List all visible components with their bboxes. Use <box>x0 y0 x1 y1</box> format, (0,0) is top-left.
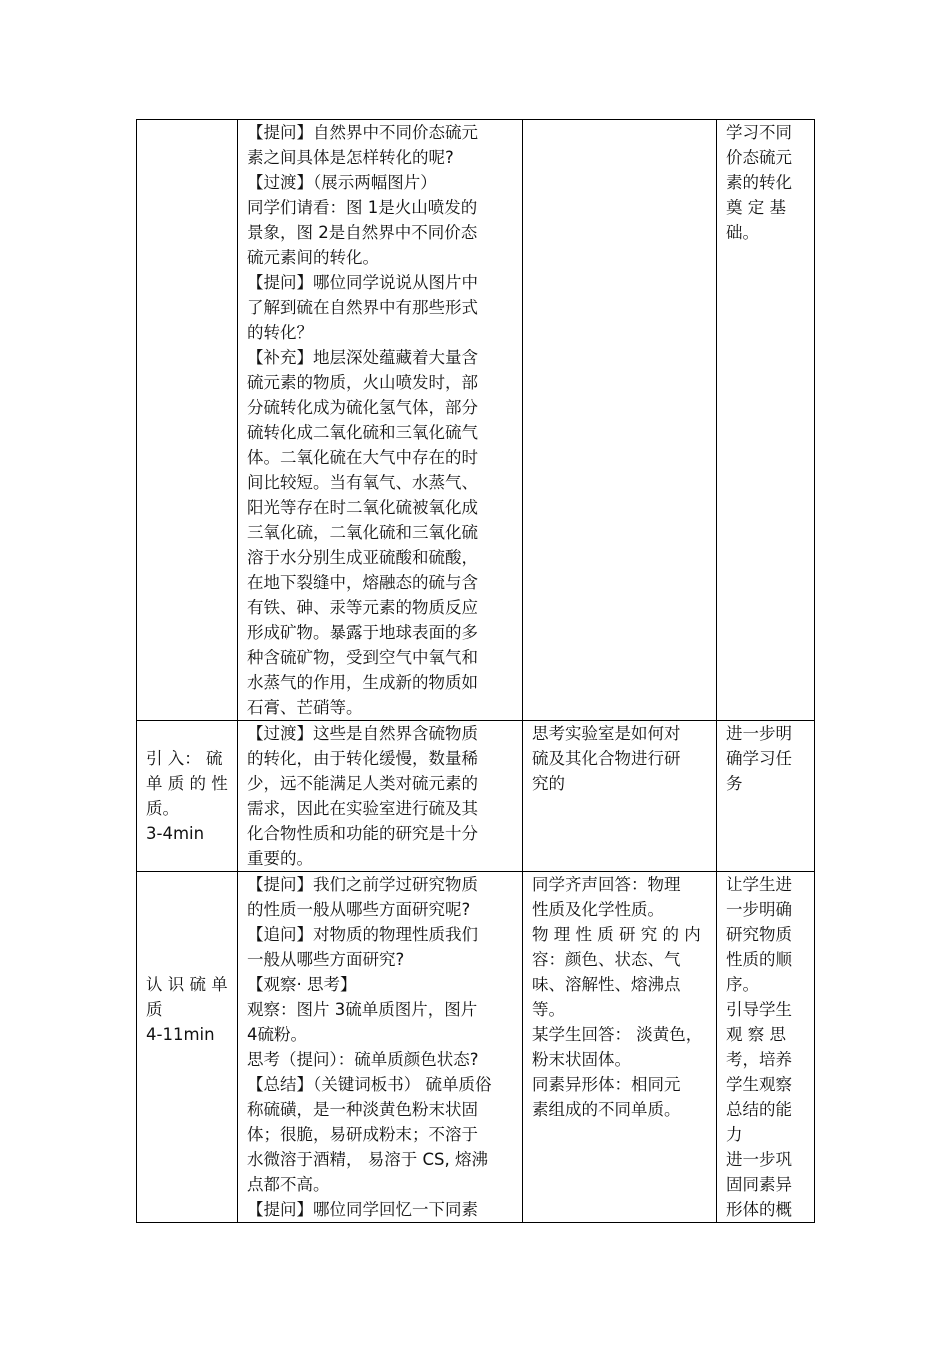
text-line: 硫元素的物质，火山喷发时，部 <box>247 373 478 392</box>
design-purpose-cell <box>717 872 815 1223</box>
text-line: 【补充】地层深处蕴藏着大量含 <box>247 348 478 367</box>
text-line: 同学齐声回答：物理 <box>532 875 681 894</box>
text-line: 4硫粉。 <box>247 1025 307 1044</box>
stage-cell <box>137 721 238 872</box>
text-line: 3-4min <box>146 824 205 843</box>
design-purpose-cell <box>717 120 815 721</box>
student-activity-cell <box>523 721 717 872</box>
text-line: 种含硫矿物，受到空气中氧气和 <box>247 648 478 667</box>
text-line: 引 入： 硫 <box>146 749 223 768</box>
text-line: 研究物质 <box>726 925 792 944</box>
text-line: 序。 <box>726 975 759 994</box>
text-line: 硫转化成二氧化硫和三氧化硫气 <box>247 423 478 442</box>
text-line: 【提问】哪位同学回忆一下同素 <box>247 1200 478 1219</box>
text-line: 奠 定 基 <box>726 198 786 217</box>
text-line: 同素异形体：相同元 <box>532 1075 681 1094</box>
lesson-plan-table <box>136 119 815 1223</box>
text-line: 分硫转化成为硫化氢气体，部分 <box>247 398 478 417</box>
text-line: 体。二氧化硫在大气中存在的时 <box>247 448 478 467</box>
text-line: 价态硫元 <box>726 148 792 167</box>
text-line: 质。 <box>146 799 179 818</box>
text-line: 【提问】自然界中不同价态硫元 <box>247 123 478 142</box>
stage-cell <box>137 120 238 721</box>
text-line: 的转化，由于转化缓慢，数量稀 <box>247 749 478 768</box>
text-line: 某学生回答： 淡黄色， <box>532 1025 703 1044</box>
text-line: 粉末状固体。 <box>532 1050 631 1069</box>
text-line: 石膏、芒硝等。 <box>247 698 363 717</box>
text-line: 的性质一般从哪些方面研究呢? <box>247 900 471 919</box>
text-line: 形成矿物。暴露于地球表面的多 <box>247 623 478 642</box>
text-line: 【追问】对物质的物理性质我们 <box>247 925 478 944</box>
text-line: 重要的。 <box>247 849 313 868</box>
text-line: 性质的顺 <box>726 950 792 969</box>
text-line: 素的转化 <box>726 173 792 192</box>
text-line: 学生观察 <box>726 1075 792 1094</box>
text-line: 溶于水分别生成亚硫酸和硫酸， <box>247 548 478 567</box>
teacher-activity-cell <box>238 120 523 721</box>
text-line: 思考实验室是如何对 <box>532 724 681 743</box>
text-line: 称硫磺，是一种淡黄色粉末状固 <box>247 1100 478 1119</box>
text-line: 的转化？ <box>247 323 313 342</box>
text-line: 究的 <box>532 774 565 793</box>
teacher-activity-cell <box>238 721 523 872</box>
text-line: 力 <box>726 1125 743 1144</box>
text-line: 【过渡】（展示两幅图片） <box>247 173 437 192</box>
text-line: 固同素异 <box>726 1175 792 1194</box>
text-line: 同学们请看：图 1是火山喷发的 <box>247 198 478 217</box>
text-line: 【提问】我们之前学过研究物质 <box>247 875 478 894</box>
text-line: 让学生进 <box>726 875 792 894</box>
table-body <box>137 120 815 1223</box>
text-line: 少，远不能满足人类对硫元素的 <box>247 774 478 793</box>
text-line: 【观察· 思考】 <box>247 975 357 994</box>
text-line: 体；很脆，易研成粉末；不溶于 <box>247 1125 478 1144</box>
teacher-activity-cell <box>238 872 523 1223</box>
text-line: 思考（提问）：硫单质颜色状态? <box>247 1050 479 1069</box>
table-row <box>137 872 815 1223</box>
student-activity-cell <box>523 872 717 1223</box>
text-line: 味、溶解性、熔沸点 <box>532 975 681 994</box>
text-line: 三氧化硫，二氧化硫和三氧化硫 <box>247 523 478 542</box>
text-line: 水微溶于酒精， 易溶于 CS, 熔沸 <box>247 1150 488 1169</box>
text-line: 硫及其化合物进行研 <box>532 749 681 768</box>
text-line: 考，培养 <box>726 1050 792 1069</box>
text-line: 素之间具体是怎样转化的呢? <box>247 148 454 167</box>
text-line: 容：颜色、状态、气 <box>532 950 681 969</box>
text-line: 水蒸气的作用，生成新的物质如 <box>247 673 478 692</box>
table-row <box>137 120 815 721</box>
text-line: 总结的能 <box>726 1100 792 1119</box>
text-line: 了解到硫在自然界中有那些形式 <box>247 298 478 317</box>
design-purpose-cell <box>717 721 815 872</box>
text-line: 单 质 的 性 <box>146 774 228 793</box>
text-line: 在地下裂缝中，熔融态的硫与含 <box>247 573 478 592</box>
text-line: 阳光等存在时二氧化硫被氧化成 <box>247 498 478 517</box>
text-line: 观察：图片 3硫单质图片，图片 <box>247 1000 478 1019</box>
text-line: 进一步明 <box>726 724 792 743</box>
text-line: 础。 <box>726 223 759 242</box>
text-line: 景象，图 2是自然界中不同价态 <box>247 223 478 242</box>
stage-cell <box>137 872 238 1223</box>
text-line: 性质及化学性质。 <box>532 900 664 919</box>
table-row <box>137 721 815 872</box>
text-line: 【总结】（关键词板书） 硫单质俗 <box>247 1075 492 1094</box>
text-line: 一般从哪些方面研究? <box>247 950 405 969</box>
text-line: 硫元素间的转化。 <box>247 248 379 267</box>
text-line: 间比较短。当有氧气、水蒸气、 <box>247 473 478 492</box>
text-line: 4-11min <box>146 1025 215 1044</box>
text-line: 观 察 思 <box>726 1025 786 1044</box>
text-line: 有铁、砷、汞等元素的物质反应 <box>247 598 478 617</box>
text-line: 物 理 性 质 研 究 的 内 <box>532 925 701 944</box>
text-line: 化合物性质和功能的研究是十分 <box>247 824 478 843</box>
text-line: 【提问】哪位同学说说从图片中 <box>247 273 478 292</box>
text-line: 素组成的不同单质。 <box>532 1100 681 1119</box>
text-line: 引导学生 <box>726 1000 792 1019</box>
text-line: 一步明确 <box>726 900 792 919</box>
text-line: 进一步巩 <box>726 1150 792 1169</box>
text-line: 质 <box>146 1000 163 1019</box>
student-activity-cell <box>523 120 717 721</box>
text-line: 【过渡】这些是自然界含硫物质 <box>247 724 478 743</box>
text-line: 需求，因此在实验室进行硫及其 <box>247 799 478 818</box>
text-line: 务 <box>726 774 743 793</box>
text-line: 形体的概 <box>726 1200 792 1219</box>
text-line: 等。 <box>532 1000 565 1019</box>
text-line: 学习不同 <box>726 123 792 142</box>
text-line: 认 识 硫 单 <box>146 975 228 994</box>
text-line: 确学习任 <box>726 749 792 768</box>
text-line: 点都不高。 <box>247 1175 330 1194</box>
